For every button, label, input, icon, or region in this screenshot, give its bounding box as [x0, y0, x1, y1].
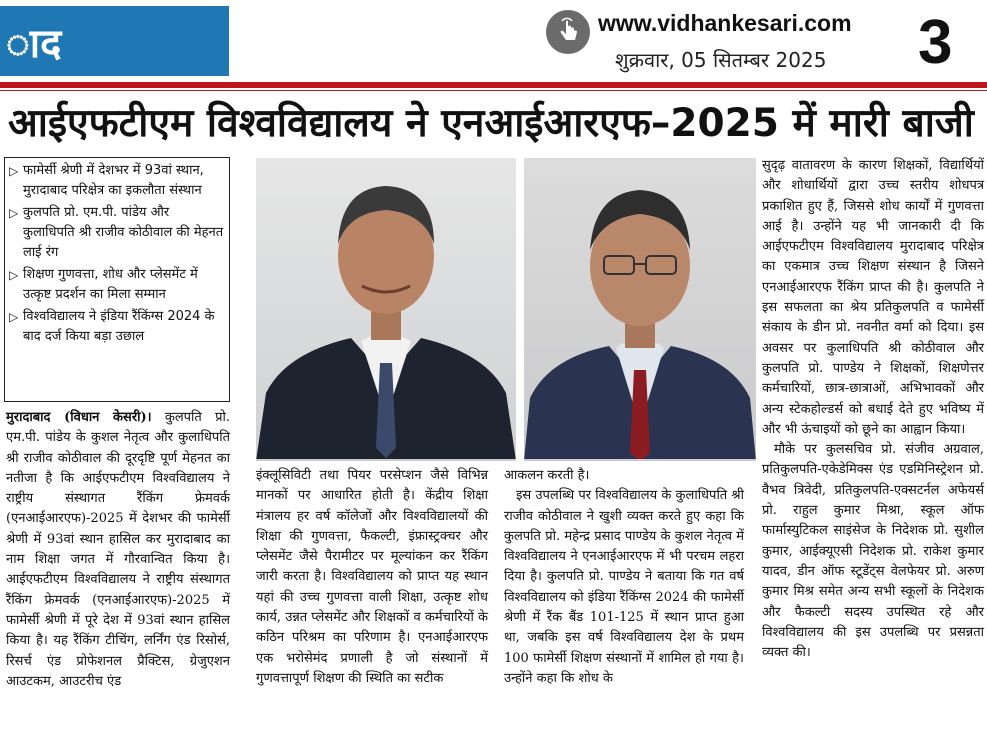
highlight-item: [9, 203, 225, 263]
highlights-box: [4, 157, 230, 402]
article-text: सुदृढ़ वातावरण के कारण शिक्षकों, विद्यार्थियों और शोधार्थियों द्वारा उच्च स्तरीय शोधपत्र प्रकाशित हुए हैं, जिससे शोध कार्यों में गुणवत्ता आई है। उन्होंने यह भी जानकारी दी कि आईएफटीएम विश्वविद्यालय मुरादाबाद परिक्षेत्र का एकमात्र उच्च शिक्षण संस्थान है जिसने एनआईआरएफ रैंकिंग प्राप्त की है। कुलपति ने इस सफलता का श्रेय प्रतिकुलपति व फामेर्सी संकाय के डीन प्रो. नवनीत वर्मा को दिया। इस अवसर पर कुलाधिपति श्री कोठीवाल और कुलपति प्रो. पाण्डेय ने शिक्षकों, शिक्षणेत्तर कर्मचारियों, छात्र-छात्राओं, अभिभावकों और अन्य स्टेकहोल्डर्स को बधाई देते हुए भविष्य में और भी ऊंचाइयों को छूने का आह्वान किया।: [762, 158, 984, 437]
highlight-text: शिक्षण गुणवत्ता, शोध और प्लेसमेंट में उत्कृष्ट प्रदर्शन का मिला सम्मान: [23, 267, 198, 302]
article-text: आकलन करती है।: [504, 468, 590, 483]
issue-date: शुक्रवार, 05 सितम्बर 2025: [615, 48, 827, 72]
article-column-4: [762, 156, 984, 663]
article-text: इस उपलब्धि पर विश्वविद्यालय के कुलाधिपति श्री राजीव कोठीवाल ने खुशी व्यक्त करते हुए कहा कि कुलपति प्रो. महेन्द्र प्रसाद पाण्डेय के कुशल नेतृत्व में विश्वविद्यालय ने एनआईआरएफ में भी परचम लहरा दिया है। कुलपति प्रो. पाण्डेय ने बताया कि गत वर्ष विश्वविद्यालय को इंडिया रैंकिंग्स 2024 की फामेर्सी श्रेणी में रैंक बैंड 101-125 में स्थान प्राप्त हुआ था, जबकि इस वर्ष विश्वविद्यालय देश के प्रथम 100 फामेर्सी शिक्षण संस्थानों में शामिल हो गया है। उन्होंने कहा कि शोध के: [504, 488, 744, 686]
triangle-bullet-icon: ▷: [9, 268, 19, 282]
article-text: कुलपति प्रो. एम.पी. पांडेय के कुशल नेतृत्व और कुलाधिपति श्री राजीव कोठीवाल की दूरदृष्टि पूर्ण मेहनत का नतीजा है कि आईएफटीएम विश्वविद्यालय ने राष्ट्रीय संस्थागत रैंकिंग फ्रेमवर्क (एनआईआरएफ)-2025 में देशभर की फामेर्सी श्रेणी में 93वां स्थान हासिल कर मुरादाबाद का नाम शिक्षा जगत में गौरवान्वित किया है। आईएफटीएम विश्वविद्यालय ने राष्ट्रीय संस्थागत रैंकिंग फ्रेमवर्क (एनआईआरएफ)-2025 में फामेर्सी श्रेणी में पूरे देश में 93वां स्थान हासिल किया है। यह रैंकिंग टीचिंग, लर्निंग एंड रिसोर्स, रिसर्च एंड प्रोफेशनल प्रैक्टिस, ग्रेजुएशन आउटकम, आउटरीच एंड: [6, 410, 230, 689]
masthead-tab: [0, 6, 229, 76]
triangle-bullet-icon: ▷: [9, 310, 19, 324]
highlight-item: [9, 161, 225, 201]
highlight-text: फामेर्सी श्रेणी में देशभर में 93वां स्थान, मुरादाबाद परिक्षेत्र का इकलौता संस्थान: [23, 163, 204, 198]
article-text: मौके पर कुलसचिव प्रो. संजीव अग्रवाल, प्रतिकुलपति-एकेडेमिक्स एंड एडमिनिस्ट्रेशन प्रो. वैभव त्रिवेदी, प्रतिकुलपति-एक्सटर्नल अफेयर्स प्रो. राहुल कुमार मिश्रा, स्कूल ऑफ फार्मास्युटिकल साइंसेज के निदेशक प्रो. सुशील कुमार, आईक्यूएसी निदेशक प्रो. राकेश कुमार यादव, डीन ऑफ स्टूडेंट्स वेलफेयर प्रो. अरुण कुमार मिश्र समेत अन्य सभी स्कूलों के निदेशक और फैकल्टी सदस्य उपस्थित रहे और विश्वविद्यालय की इस उपलब्धि पर प्रसन्नता व्यक्त की।: [762, 442, 984, 661]
page-number: 3: [918, 8, 953, 77]
highlight-text: कुलपति प्रो. एम.पी. पांडेय और कुलाधिपति श्री राजीव कोठीवाल की मेहनत लाई रंग: [23, 205, 224, 260]
article-column-3: [504, 466, 744, 689]
hand-pointer-icon: [546, 10, 590, 54]
article-column-1: [6, 408, 230, 692]
dateline: मुरादाबाद (विधान केसरी)।: [6, 410, 152, 425]
header-divider-thin: [0, 90, 987, 91]
chancellor-portrait: [256, 158, 516, 461]
site-url[interactable]: www.vidhankesari.com: [598, 10, 852, 36]
headline: आईएफटीएम विश्वविद्यालय ने एनआईआरएफ–2025 में मारी बाजी: [8, 101, 974, 146]
triangle-bullet-icon: ▷: [9, 206, 19, 220]
highlight-text: विश्वविद्यालय ने इंडिया रैंकिंग्स 2024 के बाद दर्ज किया बड़ा उछाल: [23, 309, 215, 344]
header-divider: [0, 82, 987, 88]
highlight-item: [9, 307, 225, 347]
masthead-tab-text: ाद: [6, 21, 62, 67]
article-column-2: [256, 466, 488, 689]
triangle-bullet-icon: ▷: [9, 164, 19, 178]
highlight-item: [9, 265, 225, 305]
vice-chancellor-portrait: [524, 158, 756, 461]
article-text: इंक्लूसिविटी तथा पियर परसेप्शन जैसे विभिन्न मानकों पर आधारित होती है। केंद्रीय शिक्षा मंत्रालय हर वर्ष कॉलेजों और विश्वविद्यालयों की शिक्षा की गुणवत्ता, फैकल्टी, इंफ्रास्ट्रक्चर और प्लेसमेंट जैसे पैरामीटर पर मूल्यांकन कर रैंकिंग जारी करता है। विश्वविद्यालय को प्राप्त यह स्थान यहां की उच्च गुणवत्ता वाली शिक्षा, उत्कृष्ट शोध कार्य, उन्नत प्लेसमेंट और शिक्षकों व कर्मचारियों के कठिन परिश्रम का परिणाम है। एनआईआरएफ एक भरोसेमंद प्रणाली है जो संस्थानों में गुणवत्तापूर्ण शिक्षण की स्थिति का सटीक: [256, 468, 488, 686]
